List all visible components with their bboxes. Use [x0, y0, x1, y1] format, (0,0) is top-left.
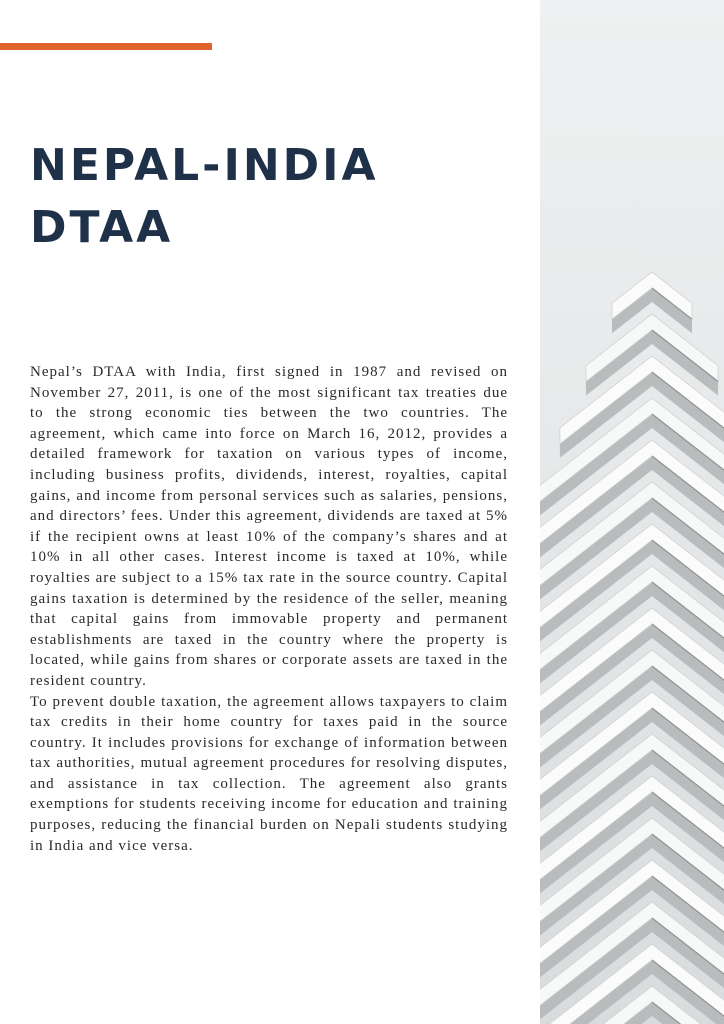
page-title — [30, 135, 510, 259]
body-text — [30, 362, 508, 856]
title-line-2: DTAA — [30, 202, 174, 253]
architecture-illustration — [540, 0, 724, 1024]
paragraph-1: Nepal’s DTAA with India, first signed in 1987 and revised on November 27, 2011, is one of the most significant tax treaties due to the strong economic ties between the two countries. The agreement, which came into force on March 16, 2012, provides a detailed framework for taxation on various types of income, including business profits, dividends, interest, royalties, capital gains, and income from personal services such as salaries, pensions, and directors’ fees. Under this agreement, dividends are taxed at 5% if the recipient owns at least 10% of the company’s shares and at 10% in all other cases. Interest income is taxed at 10%, while royalties are subject to a 15% tax rate in the source country. Capital gains taxation is determined by the residence of the seller, meaning that capital gains from immovable property and permanent establishments are taxed in the country where the property is located, while gains from shares or corporate assets are taxed in the resident country. — [30, 364, 508, 689]
title-line-1: NEPAL-INDIA — [30, 140, 379, 191]
architecture-image — [540, 0, 724, 1024]
accent-bar — [0, 43, 212, 50]
paragraph-2: To prevent double taxation, the agreement allows taxpayers to claim tax credits in their home country for taxes paid in the source country. It includes provisions for exchange of information between tax authorities, mutual agreement procedures for resolving disputes, and assistance in tax collection. The agreement also grants exemptions for students receiving income for education and training purposes, reducing the financial burden on Nepali students studying in India and vice versa. — [30, 693, 508, 854]
